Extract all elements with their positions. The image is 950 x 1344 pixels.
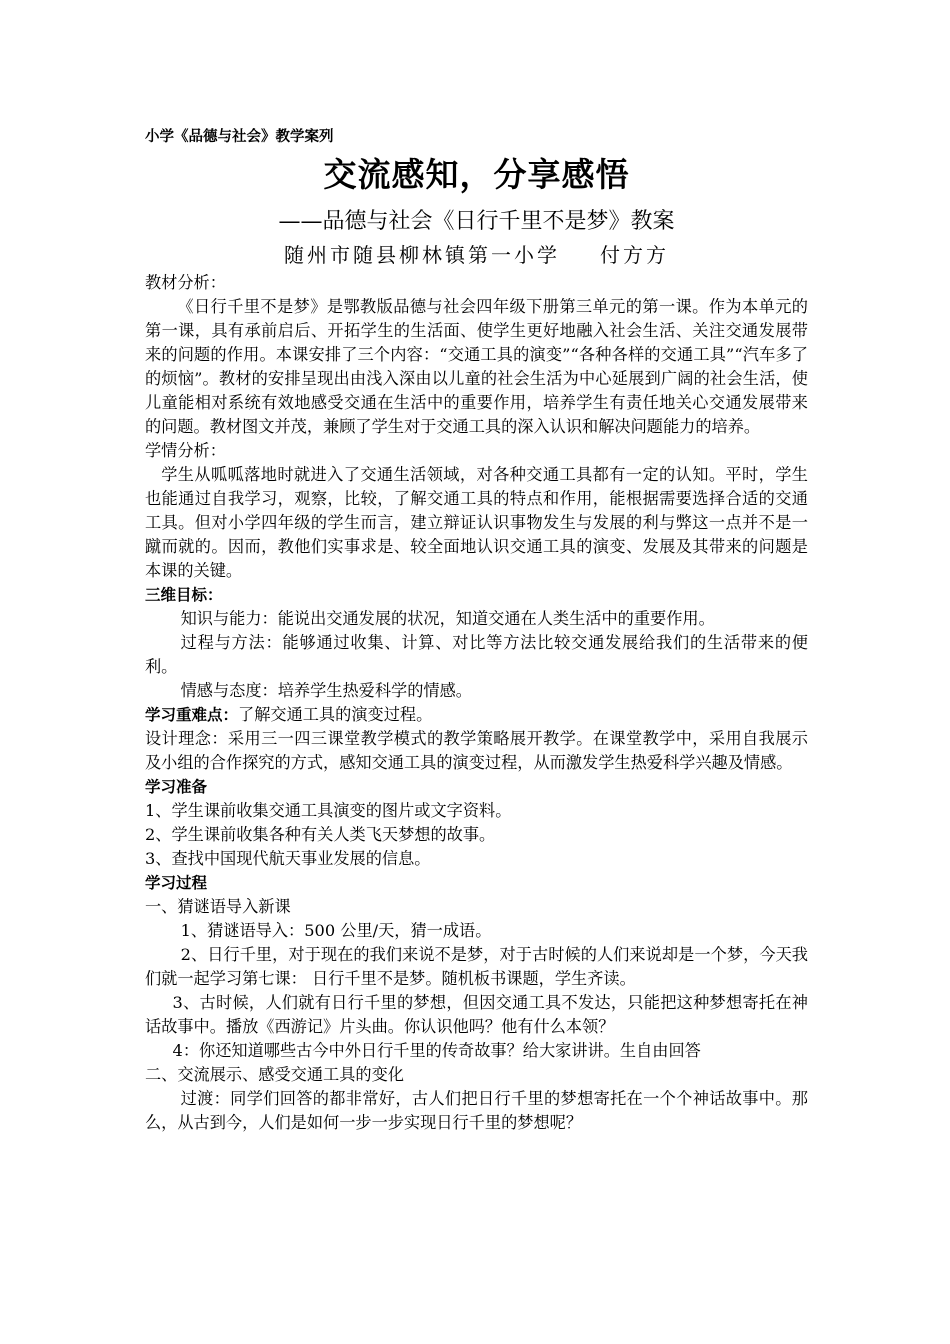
- step1-item-1: 1、猜谜语导入：500 公里/天，猜一成语。: [180, 921, 492, 940]
- step2-item-1: 过渡：同学们回答的都非常好，古人们把日行千里的梦想寄托在一个个神话故事中。那么，从古到今，人们是如何一步一步实现日行千里的梦想呢？: [145, 1089, 808, 1132]
- student-paragraph: 学生从呱呱落地时就进入了交通生活领域，对各种交通工具都有一定的认知。平时，学生也能通过自我学习，观察，比较，了解交通工具的特点和作用，能根据需要选择合适的交通工具。但对小学四年级的学生而言，建立辩证认识事物发生与发展的利与弊这一点并不是一蹴而就的。因而，教他们实事求是、较全面地认识交通工具的演变、发展及其带来的问题是本课的关键。: [145, 465, 808, 580]
- goal-knowledge: 知识与能力：能说出交通发展的状况，知道交通在人类生活中的重要作用。: [180, 609, 715, 628]
- step1-item-3: 3、古时候，人们就有日行千里的梦想，但因交通工具不发达，只能把这种梦想寄托在神话故事中。播放《西游记》片头曲。你认识他吗？他有什么本领？: [145, 993, 808, 1036]
- key-heading: 学习重难点：: [145, 706, 239, 724]
- material-paragraph: 《日行千里不是梦》是鄂教版品德与社会四年级下册第三单元的第一课。作为本单元的第一课，具有承前启后、开拓学生的生活面、使学生更好地融入社会生活、关注交通发展带来的问题的作用。本课安排了三个内容：“交通工具的演变”“各种各样的交通工具”“汽车多了的烦恼”。教材的安排呈现出由浅入深由以儿童的社会生活为中心延展到广阔的社会生活，使儿童能相对系统有效地感受交通在生活中的重要作用，培养学生有责任地关心交通发展带来的问题。教材图文并茂，兼顾了学生对于交通工具的深入认识和解决问题能力的培养。: [145, 297, 808, 436]
- key-text: 了解交通工具的演变过程。: [238, 705, 433, 724]
- step1-item-4: 4：你还知道哪些古今中外日行千里的传奇故事？给大家讲讲。生自由回答: [172, 1041, 701, 1060]
- author-name: 付方方: [600, 243, 669, 267]
- prep-item-3: 3、查找中国现代航天事业发展的信息。: [145, 849, 431, 868]
- key-points: [145, 703, 808, 727]
- step1-item-2: 2、日行千里，对于现在的我们来说不是梦，对于古时候的人们来说却是一个梦，今天我们就一起学习第七课： 日行千里不是梦。随机板书课题，学生齐读。: [145, 945, 808, 988]
- prep-heading: 学习准备: [145, 778, 208, 796]
- material-heading: 教材分析：: [145, 273, 226, 292]
- student-heading: 学情分析：: [145, 441, 226, 460]
- document-body: [145, 127, 808, 1135]
- goal-emotion: 情感与态度：培养学生热爱科学的情感。: [180, 681, 472, 700]
- goal-process: 过程与方法：能够通过收集、计算、对比等方法比较交通发展给我们的生活带来的便利。: [145, 633, 808, 676]
- prep-item-1: 1、学生课前收集交通工具演变的图片或文字资料。: [145, 801, 512, 820]
- author-line: [145, 241, 808, 269]
- prep-item-2: 2、学生课前收集各种有关人类飞天梦想的故事。: [145, 825, 496, 844]
- step1-heading: 一、猜谜语导入新课: [145, 897, 291, 916]
- author-school: 随州市随县柳林镇第一小学: [284, 243, 560, 267]
- design-paragraph: 设计理念：采用三一四三课堂教学模式的教学策略展开教学。在课堂教学中，采用自我展示及小组的合作探究的方式，感知交通工具的演变过程，从而激发学生热爱科学兴趣及情感。: [145, 729, 808, 772]
- document-subtitle: ——品德与社会《日行千里不是梦》教案: [278, 209, 675, 234]
- series-label: 小学《品德与社会》教学案列: [145, 129, 334, 145]
- document-title: 交流感知，分享感悟: [323, 155, 630, 194]
- goals-heading: 三维目标：: [145, 586, 223, 604]
- process-heading: 学习过程: [145, 874, 208, 892]
- step2-heading: 二、交流展示、感受交通工具的变化: [145, 1065, 404, 1084]
